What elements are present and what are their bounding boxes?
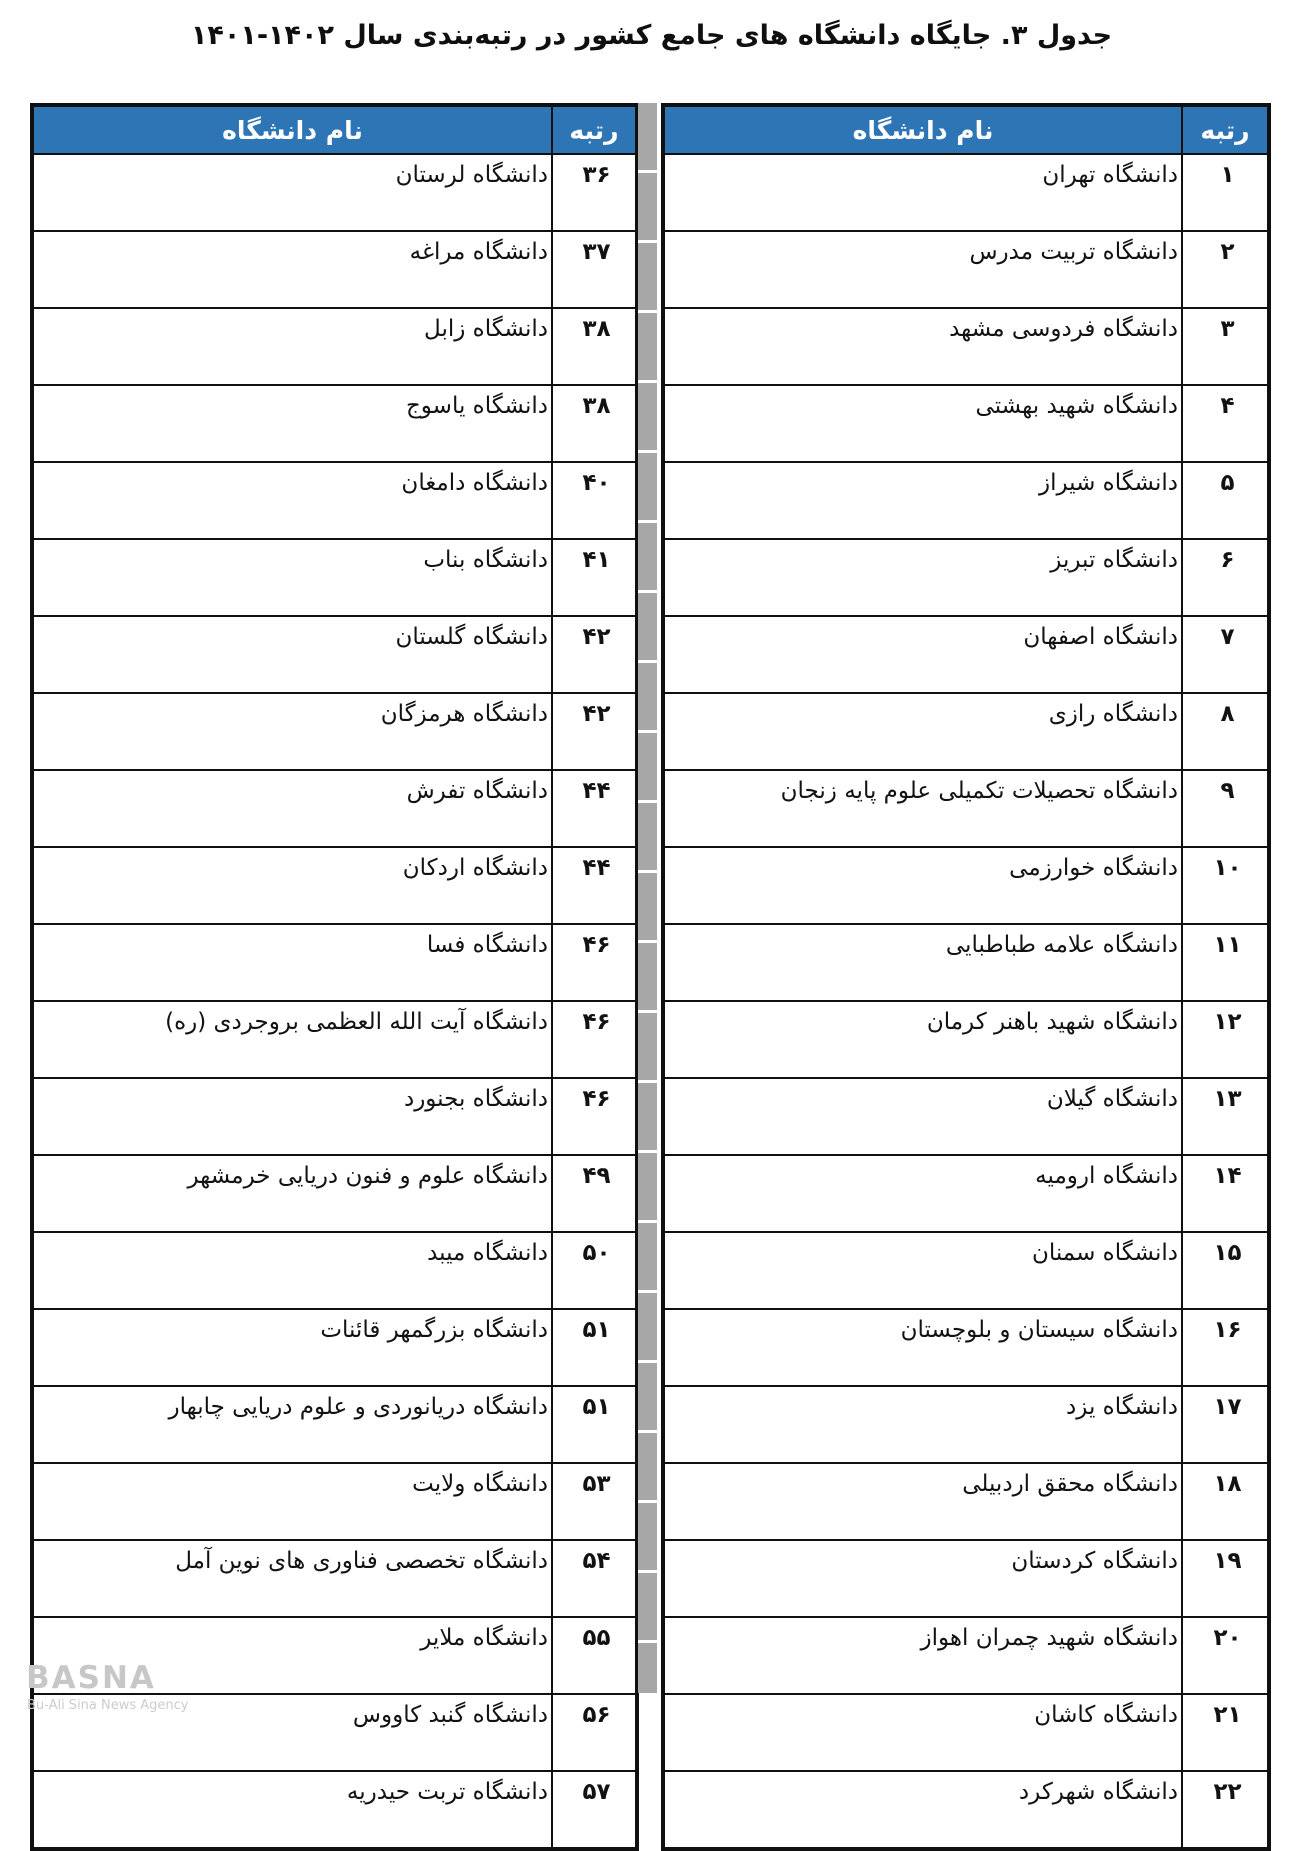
university-name-cell: دانشگاه یزد <box>663 1386 1182 1463</box>
rank-cell: ۴۶ <box>552 1001 637 1078</box>
rank-cell: ۴۴ <box>552 847 637 924</box>
university-name-cell: دانشگاه تربت حیدریه <box>32 1771 552 1849</box>
university-name-cell: دانشگاه اصفهان <box>663 616 1182 693</box>
university-name-cell: دانشگاه زابل <box>32 308 552 385</box>
table-row <box>32 1309 637 1386</box>
university-name-cell: دانشگاه شهید باهنر کرمان <box>663 1001 1182 1078</box>
rank-cell: ۵۵ <box>552 1617 637 1694</box>
header-row <box>663 105 1269 154</box>
rank-cell: ۲۱ <box>1182 1694 1269 1771</box>
table-row <box>663 1078 1269 1155</box>
university-name-cell: دانشگاه دامغان <box>32 462 552 539</box>
table-row <box>663 1617 1269 1694</box>
table-row <box>663 1540 1269 1617</box>
university-name-cell: دانشگاه علوم و فنون دریایی خرمشهر <box>32 1155 552 1232</box>
rank-cell: ۳۶ <box>552 154 637 231</box>
table-row <box>32 1001 637 1078</box>
table-row <box>32 1386 637 1463</box>
university-name-cell: دانشگاه مراغه <box>32 231 552 308</box>
rank-cell: ۱۸ <box>1182 1463 1269 1540</box>
university-name-cell: دانشگاه میبد <box>32 1232 552 1309</box>
rank-cell: ۱۰ <box>1182 847 1269 924</box>
university-name-cell: دانشگاه شهید بهشتی <box>663 385 1182 462</box>
table-row <box>32 539 637 616</box>
table-row <box>663 231 1269 308</box>
table-row <box>663 693 1269 770</box>
table-row <box>32 616 637 693</box>
university-name-cell: دانشگاه کردستان <box>663 1540 1182 1617</box>
table-row <box>32 154 637 231</box>
university-name-cell: دانشگاه محقق اردبیلی <box>663 1463 1182 1540</box>
table-row <box>663 847 1269 924</box>
university-name-cell: دانشگاه کاشان <box>663 1694 1182 1771</box>
university-name-cell: دانشگاه بجنورد <box>32 1078 552 1155</box>
column-header-university-name: نام دانشگاه <box>663 105 1182 154</box>
university-name-cell: دانشگاه تبریز <box>663 539 1182 616</box>
table-row <box>32 1540 637 1617</box>
rank-cell: ۳ <box>1182 308 1269 385</box>
table-row <box>32 693 637 770</box>
university-name-cell: دانشگاه هرمزگان <box>32 693 552 770</box>
table-row <box>663 924 1269 1001</box>
university-name-cell: دانشگاه سیستان و بلوچستان <box>663 1309 1182 1386</box>
watermark-basna: BASNA <box>26 1660 156 1696</box>
table-row <box>32 308 637 385</box>
page-title: جدول ۳. جایگاه دانشگاه های جامع کشور در رتبه‌بندی سال ۱۴۰۲-۱۴۰۱ <box>190 20 1113 51</box>
university-name-cell: دانشگاه بناب <box>32 539 552 616</box>
university-name-cell: دانشگاه سمنان <box>663 1232 1182 1309</box>
university-name-cell: دانشگاه تربیت مدرس <box>663 231 1182 308</box>
rank-cell: ۴۹ <box>552 1155 637 1232</box>
rank-cell: ۳۸ <box>552 385 637 462</box>
university-name-cell: دانشگاه اردکان <box>32 847 552 924</box>
header-row <box>32 105 637 154</box>
rank-cell: ۱۵ <box>1182 1232 1269 1309</box>
ranking-table-right <box>661 103 1271 1851</box>
table-row <box>32 385 637 462</box>
table-row <box>663 1001 1269 1078</box>
rank-cell: ۵ <box>1182 462 1269 539</box>
university-name-cell: دانشگاه شیراز <box>663 462 1182 539</box>
column-header-university-name: نام دانشگاه <box>32 105 552 154</box>
rank-cell: ۵۱ <box>552 1386 637 1463</box>
university-name-cell: دانشگاه گنبد کاووس <box>32 1694 552 1771</box>
rank-cell: ۳۷ <box>552 231 637 308</box>
university-name-cell: دانشگاه ارومیه <box>663 1155 1182 1232</box>
table-row <box>663 154 1269 231</box>
university-name-cell: دانشگاه خوارزمی <box>663 847 1182 924</box>
table-row <box>32 770 637 847</box>
table-row <box>663 1232 1269 1309</box>
rank-cell: ۵۱ <box>552 1309 637 1386</box>
university-name-cell: دانشگاه شهید چمران اهواز <box>663 1617 1182 1694</box>
rank-cell: ۴ <box>1182 385 1269 462</box>
university-name-cell: دانشگاه یاسوج <box>32 385 552 462</box>
table-row <box>32 847 637 924</box>
university-name-cell: دانشگاه ولایت <box>32 1463 552 1540</box>
ranking-table-left <box>30 103 639 1851</box>
rank-cell: ۱۶ <box>1182 1309 1269 1386</box>
table-row <box>32 924 637 1001</box>
table-row <box>663 1155 1269 1232</box>
rank-cell: ۲۲ <box>1182 1771 1269 1849</box>
rank-cell: ۸ <box>1182 693 1269 770</box>
rank-cell: ۴۶ <box>552 1078 637 1155</box>
table-row <box>663 1309 1269 1386</box>
rank-cell: ۱۷ <box>1182 1386 1269 1463</box>
column-header-rank: رتبه <box>552 105 637 154</box>
table-row <box>32 462 637 539</box>
rank-cell: ۱۹ <box>1182 1540 1269 1617</box>
table-row <box>663 462 1269 539</box>
table-row <box>663 1463 1269 1540</box>
column-header-rank: رتبه <box>1182 105 1269 154</box>
table-row <box>663 308 1269 385</box>
rank-cell: ۲ <box>1182 231 1269 308</box>
rank-cell: ۵۷ <box>552 1771 637 1849</box>
rank-cell: ۳۸ <box>552 308 637 385</box>
rank-cell: ۴۶ <box>552 924 637 1001</box>
rank-cell: ۹ <box>1182 770 1269 847</box>
table-row <box>32 1155 637 1232</box>
university-name-cell: دانشگاه ملایر <box>32 1617 552 1694</box>
university-name-cell: دانشگاه رازی <box>663 693 1182 770</box>
university-name-cell: دانشگاه علامه طباطبایی <box>663 924 1182 1001</box>
university-name-cell: دانشگاه گلستان <box>32 616 552 693</box>
rank-cell: ۵۴ <box>552 1540 637 1617</box>
university-name-cell: دانشگاه دریانوردی و علوم دریایی چابهار <box>32 1386 552 1463</box>
rank-cell: ۵۶ <box>552 1694 637 1771</box>
table-row <box>663 1386 1269 1463</box>
table-row <box>663 1771 1269 1849</box>
rank-cell: ۱ <box>1182 154 1269 231</box>
university-name-cell: دانشگاه تهران <box>663 154 1182 231</box>
table-row <box>32 1771 637 1849</box>
table-row <box>32 1463 637 1540</box>
rank-cell: ۵۰ <box>552 1232 637 1309</box>
university-name-cell: دانشگاه فسا <box>32 924 552 1001</box>
university-name-cell: دانشگاه گیلان <box>663 1078 1182 1155</box>
table-row <box>663 385 1269 462</box>
university-name-cell: دانشگاه آیت الله العظمی بروجردی (ره) <box>32 1001 552 1078</box>
rank-cell: ۴۲ <box>552 616 637 693</box>
table-row <box>663 1694 1269 1771</box>
university-name-cell: دانشگاه شهرکرد <box>663 1771 1182 1849</box>
rank-cell: ۵۳ <box>552 1463 637 1540</box>
table-row <box>32 1232 637 1309</box>
rank-cell: ۱۴ <box>1182 1155 1269 1232</box>
rank-cell: ۱۲ <box>1182 1001 1269 1078</box>
table-row <box>663 616 1269 693</box>
table-divider <box>638 103 657 1693</box>
watermark-subtitle: Bu-Ali Sina News Agency <box>27 1698 189 1713</box>
rank-cell: ۱۱ <box>1182 924 1269 1001</box>
rank-cell: ۱۳ <box>1182 1078 1269 1155</box>
university-name-cell: دانشگاه لرستان <box>32 154 552 231</box>
university-name-cell: دانشگاه بزرگمهر قائنات <box>32 1309 552 1386</box>
table-row <box>663 539 1269 616</box>
table-row <box>32 1078 637 1155</box>
rank-cell: ۴۱ <box>552 539 637 616</box>
university-name-cell: دانشگاه تفرش <box>32 770 552 847</box>
rank-cell: ۲۰ <box>1182 1617 1269 1694</box>
university-name-cell: دانشگاه فردوسی مشهد <box>663 308 1182 385</box>
table-row <box>32 231 637 308</box>
rank-cell: ۷ <box>1182 616 1269 693</box>
rank-cell: ۴۴ <box>552 770 637 847</box>
rank-cell: ۴۰ <box>552 462 637 539</box>
rank-cell: ۴۲ <box>552 693 637 770</box>
university-name-cell: دانشگاه تحصیلات تکمیلی علوم پایه زنجان <box>663 770 1182 847</box>
university-name-cell: دانشگاه تخصصی فناوری های نوین آمل <box>32 1540 552 1617</box>
table-row <box>663 770 1269 847</box>
rank-cell: ۶ <box>1182 539 1269 616</box>
